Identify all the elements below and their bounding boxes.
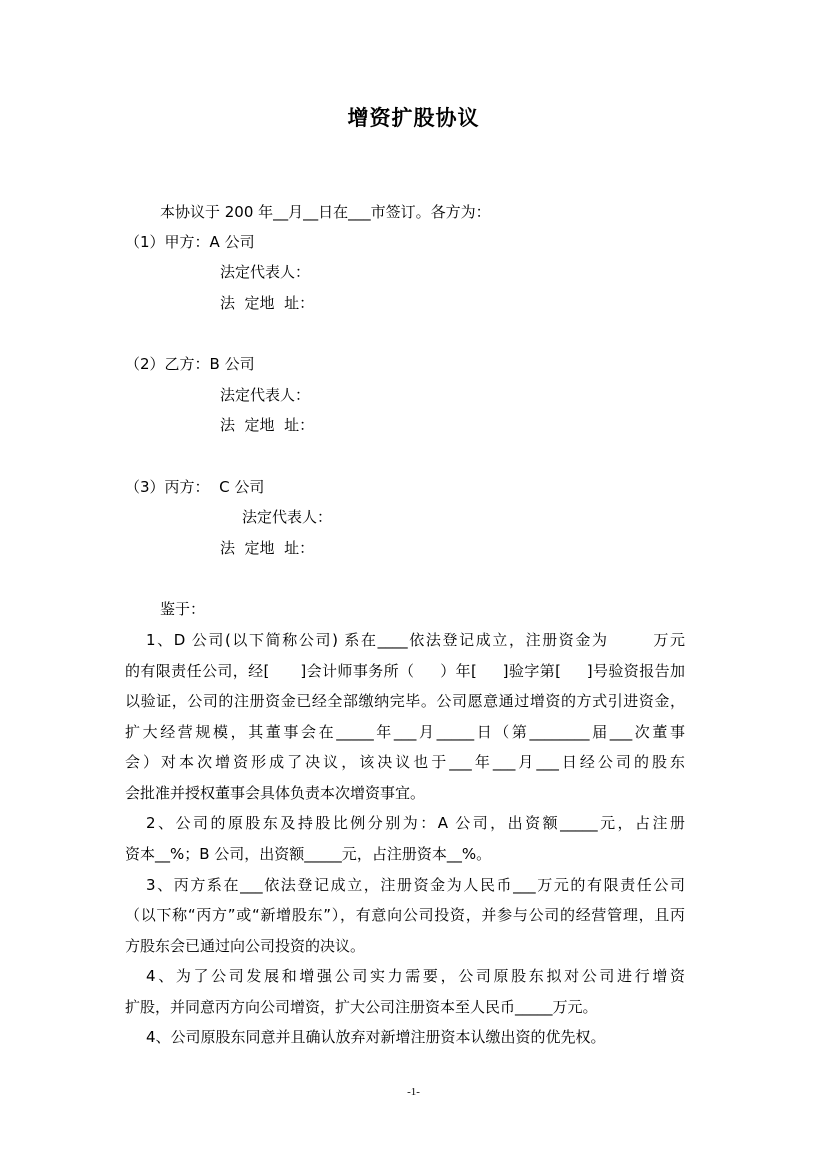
- clause-1-line-1: 1、D 公司(以下简称公司) 系在____依法登记成立，注册资金为 万元: [146, 631, 685, 649]
- clause-3-line-2: （以下称“丙方”或“新增股东”），有意向公司投资，并参与公司的经营管理，且丙: [125, 906, 685, 924]
- clause-1-line-2: 的有限责任公司，经[ ]会计师事务所（ ）年[ ]验字第[ ]号验资报告加: [125, 662, 685, 680]
- clause-3-line-3: 方股东会已通过向公司投资的决议。: [125, 937, 366, 955]
- party-b-label: （2）乙方：B 公司: [125, 355, 255, 373]
- intro-text: 本协议于 200 年__月__日在___市签订。各方为：: [160, 203, 491, 221]
- clause-4-line-2: 扩股，并同意丙方向公司增资，扩大公司注册资本至人民币_____万元。: [125, 998, 598, 1016]
- document-title: 增资扩股协议: [347, 106, 480, 130]
- clause-1-line-6: 会批准并授权董事会具体负责本次增资事宜。: [125, 784, 426, 802]
- party-c-address: 法 定地 址：: [220, 539, 315, 557]
- party-a-address: 法 定地 址：: [220, 294, 315, 312]
- clause-5-line-1: 4、公司原股东同意并且确认放弃对新增注册资本认缴出资的优先权。: [146, 1028, 606, 1046]
- page-number: -1-: [407, 1086, 420, 1098]
- party-c-label: （3）丙方： C 公司: [125, 478, 265, 496]
- clause-1-line-5: 会）对本次增资形成了决议，该决议也于___年___月___日经公司的股东: [125, 753, 685, 771]
- clause-1-line-3: 以验证，公司的注册资金已经全部缴纳完毕。公司愿意通过增资的方式引进资金，: [125, 692, 685, 710]
- clause-2-line-1: 2、公司的原股东及持股比例分别为：A 公司，出资额_____元，占注册: [146, 814, 685, 832]
- party-a-label: （1）甲方：A 公司: [125, 233, 255, 251]
- party-a-representative: 法定代表人：: [220, 263, 311, 281]
- party-c-representative: 法定代表人：: [242, 508, 333, 526]
- clause-2-line-2: 资本__%；B 公司，出资额_____元，占注册资本__%。: [125, 845, 492, 863]
- clause-1-line-4: 扩大经营规模，其董事会在_____年___月_____日（第________届___次董事: [125, 723, 685, 741]
- whereas-heading: 鉴于：: [160, 600, 206, 618]
- clause-3-line-1: 3、丙方系在___依法登记成立，注册资金为人民币___万元的有限责任公司: [146, 876, 685, 894]
- party-b-address: 法 定地 址：: [220, 416, 315, 434]
- party-b-representative: 法定代表人：: [220, 386, 311, 404]
- clause-4-line-1: 4、为了公司发展和增强公司实力需要，公司原股东拟对公司进行增资: [146, 967, 685, 985]
